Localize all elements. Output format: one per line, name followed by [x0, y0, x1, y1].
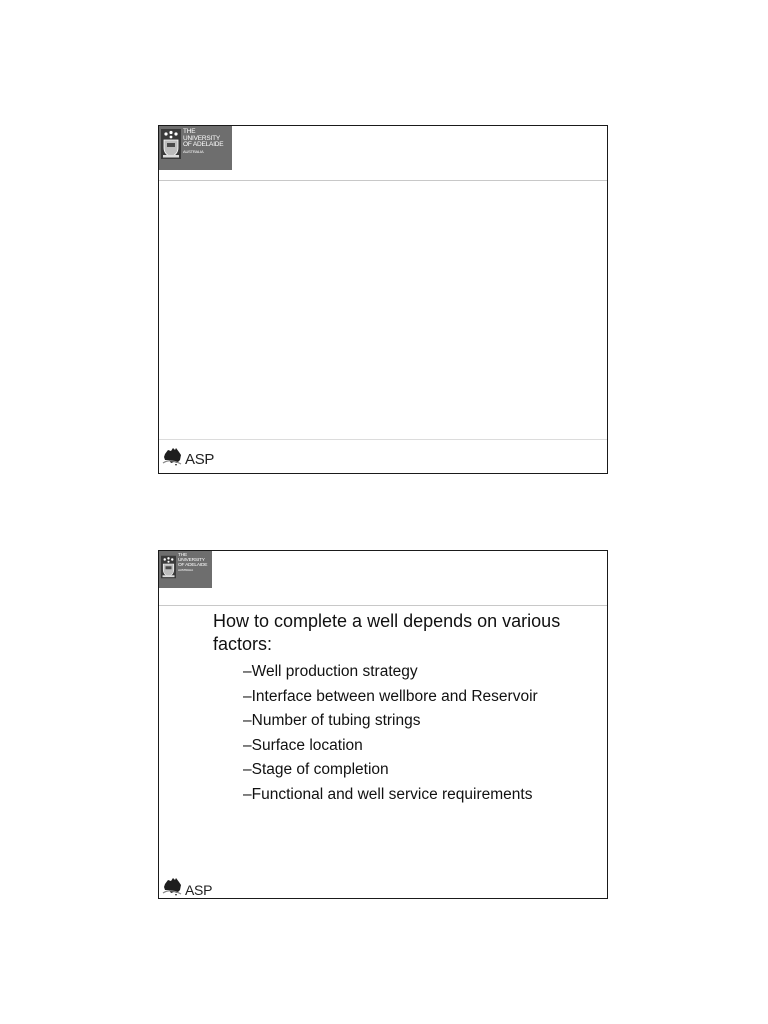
header-divider — [159, 605, 607, 606]
crest-icon — [161, 129, 181, 159]
bullet-marker: – — [243, 663, 252, 680]
footer-divider — [159, 439, 607, 440]
factor-list — [213, 660, 593, 807]
bullet-marker: – — [243, 761, 252, 778]
list-item: –Number of tubing strings — [243, 712, 421, 729]
slide-1 — [158, 125, 608, 474]
australia-map-icon — [162, 445, 184, 467]
list-item: –Functional and well service requirements — [243, 785, 533, 803]
bullet-marker: – — [243, 785, 252, 803]
slide-content — [213, 610, 593, 807]
list-item: –Interface between wellbore and Reservoir — [243, 687, 538, 705]
list-item: –Surface location — [243, 736, 363, 754]
university-logo — [159, 551, 212, 588]
bullet-marker: – — [243, 687, 252, 705]
asp-logo — [162, 445, 214, 467]
university-wordmark: THE UNIVERSITY OF ADELAIDE AUSTRALIA — [183, 128, 224, 154]
asp-logo — [162, 875, 212, 897]
australia-map-icon — [162, 875, 184, 897]
university-logo — [159, 126, 232, 170]
asp-text: ASP — [185, 882, 213, 898]
asp-text: ASP — [185, 451, 215, 468]
list-item: –Stage of completion — [243, 761, 389, 778]
university-wordmark: THE UNIVERSITY OF ADELAIDE AUSTRALIA — [178, 553, 208, 573]
bullet-marker: – — [243, 712, 252, 729]
bullet-marker: – — [243, 736, 252, 754]
crest-icon — [161, 554, 176, 580]
list-item: –Well production strategy — [243, 663, 418, 680]
slide-heading: How to complete a well depends on various factors: — [213, 611, 561, 654]
slide-2 — [158, 550, 608, 899]
header-divider — [159, 180, 607, 181]
